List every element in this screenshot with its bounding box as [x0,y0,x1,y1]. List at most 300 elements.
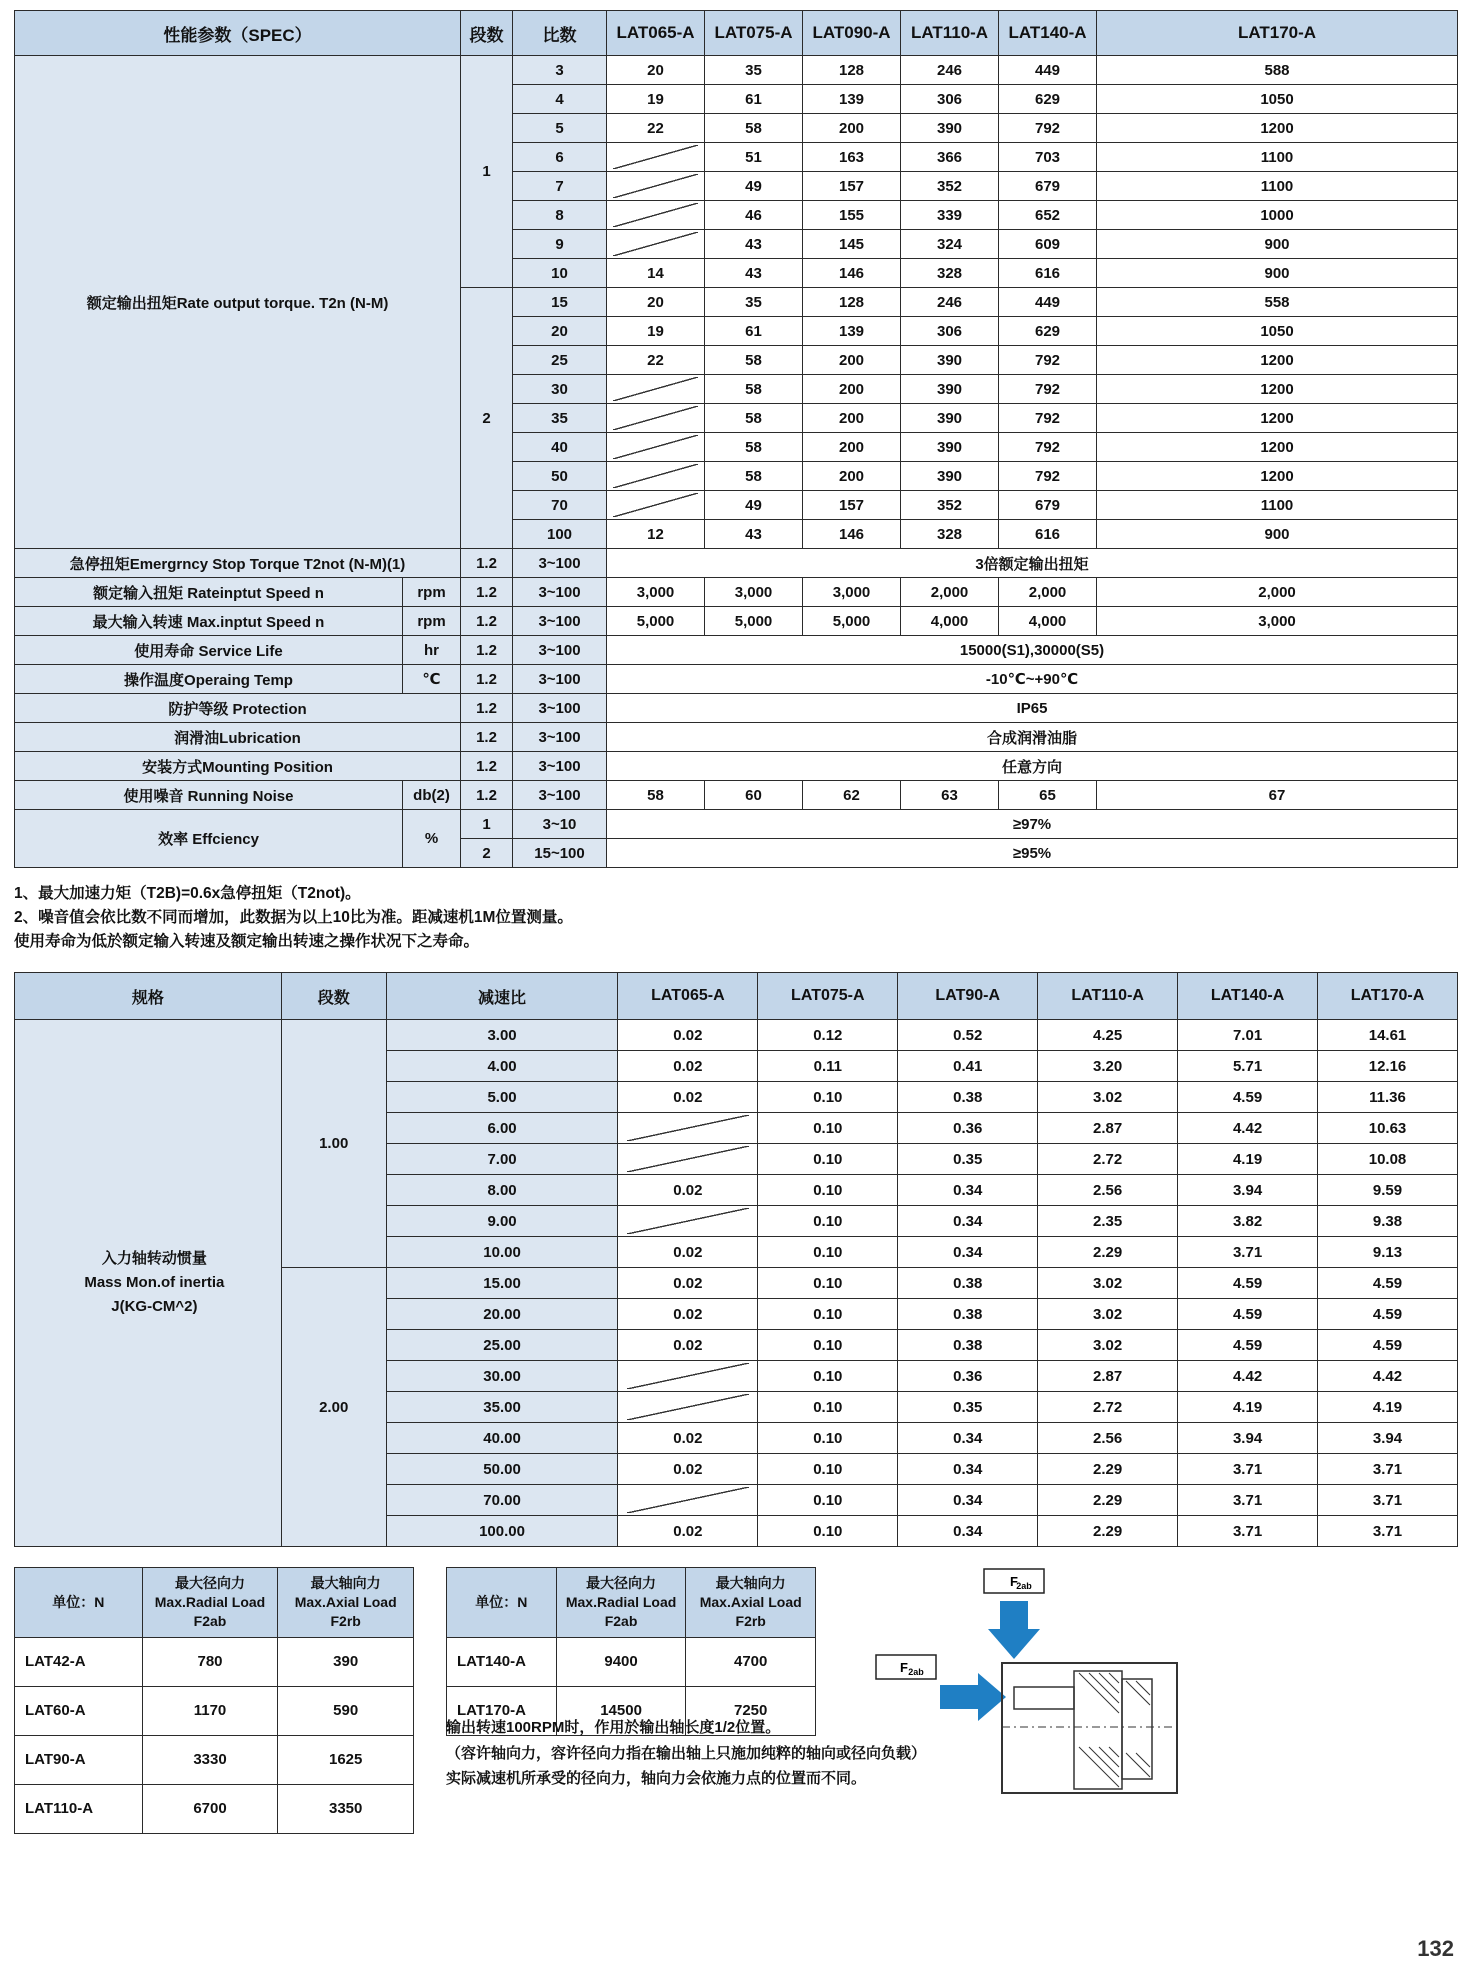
ratio-cell: 100 [513,520,607,549]
table-row [15,1784,414,1833]
ratio-cell: 9 [513,230,607,259]
value-cell: 63 [901,781,999,810]
param-span-value: IP65 [607,694,1458,723]
value-cell: 3.20 [1038,1051,1178,1082]
note-line-1: 1、最大加速力矩（T2B)=0.6x急停扭矩（T2not)。 [14,885,361,902]
value-cell: 246 [901,56,999,85]
value-cell: 0.10 [758,1516,898,1547]
value-cell: 3,000 [607,578,705,607]
table-row [15,578,1458,607]
axial-value: 1625 [278,1735,414,1784]
ratio-cell: 10 [513,259,607,288]
param-ratio: 3~100 [513,549,607,578]
value-cell: 157 [803,172,901,201]
value-cell: 1200 [1097,375,1458,404]
param-stage: 1.2 [461,665,513,694]
value-cell: 4.59 [1318,1330,1458,1361]
value-cell: 246 [901,288,999,317]
shaft-load-figure [874,1567,1204,1817]
ratio-cell: 15.00 [386,1268,618,1299]
inertia-header-spec: 规格 [15,973,282,1020]
value-cell: 1050 [1097,85,1458,114]
value-cell: 0.02 [618,1175,758,1206]
axial-value: 390 [278,1637,414,1686]
value-cell: 2.29 [1038,1516,1178,1547]
value-cell: 449 [999,56,1097,85]
param-ratio: 3~100 [513,723,607,752]
ratio-cell: 7 [513,172,607,201]
inertia-header-lat170: LAT170-A [1318,973,1458,1020]
spec-header-stage: 段数 [461,11,513,56]
foot-note-line-3: 实际减速机所承受的径向力，轴向力会依施力点的位置而不同。 [446,1770,867,1788]
page-number: 132 [1417,1936,1454,1961]
param-label: 防护等级 Protection [15,694,461,723]
value-cell: 3.71 [1178,1454,1318,1485]
ratio-cell: 4 [513,85,607,114]
empty-diagonal-cell [618,1485,758,1516]
param-label: 安装方式Mounting Position [15,752,461,781]
value-cell: 12.16 [1318,1051,1458,1082]
value-cell: 792 [999,462,1097,491]
value-cell: 0.10 [758,1206,898,1237]
efficiency-ratio: 15~100 [513,839,607,868]
model-name: LAT170-A [447,1686,557,1735]
value-cell: 0.10 [758,1175,898,1206]
ratio-cell: 50.00 [386,1454,618,1485]
value-cell: 58 [705,375,803,404]
value-cell: 0.35 [898,1392,1038,1423]
param-label: 最大输入转速 Max.inptut Speed n [15,607,403,636]
spec-header-lat140: LAT140-A [999,11,1097,56]
table-row [15,752,1458,781]
value-cell: 616 [999,520,1097,549]
value-cell: 1200 [1097,346,1458,375]
spec-header-lat110: LAT110-A [901,11,999,56]
value-cell: 0.02 [618,1051,758,1082]
value-cell: 4.59 [1178,1330,1318,1361]
ratio-cell: 6.00 [386,1113,618,1144]
empty-diagonal-cell [607,201,705,230]
ratio-cell: 6 [513,143,607,172]
value-cell: 1100 [1097,143,1458,172]
value-cell: 0.36 [898,1361,1038,1392]
spec-header-title: 性能参数（SPEC） [15,11,461,56]
param-span-value: 15000(S1),30000(S5) [607,636,1458,665]
value-cell: 0.10 [758,1268,898,1299]
value-cell: 390 [901,114,999,143]
value-cell: 792 [999,346,1097,375]
value-cell: 155 [803,201,901,230]
value-cell: 1000 [1097,201,1458,230]
load-right-axial-header [686,1568,816,1638]
inertia-header-row [15,973,1458,1020]
param-ratio: 3~100 [513,665,607,694]
value-cell: 0.34 [898,1237,1038,1268]
inertia-label-line-2: Mass Mon.of inertia [84,1274,225,1292]
value-cell: 3.02 [1038,1082,1178,1113]
value-cell: 390 [901,375,999,404]
value-cell: 390 [901,346,999,375]
model-name: LAT110-A [15,1784,143,1833]
param-ratio: 3~100 [513,781,607,810]
value-cell: 3.82 [1178,1206,1318,1237]
value-cell: 3.94 [1178,1423,1318,1454]
value-cell: 900 [1097,230,1458,259]
value-cell: 1200 [1097,114,1458,143]
value-cell: 3.02 [1038,1330,1178,1361]
param-label: 使用噪音 Running Noise [15,781,403,810]
value-cell: 0.10 [758,1330,898,1361]
param-unit: hr [403,636,461,665]
value-cell: 4.19 [1178,1392,1318,1423]
ratio-cell: 25.00 [386,1330,618,1361]
value-cell: 1200 [1097,404,1458,433]
value-cell: 139 [803,317,901,346]
value-cell: 449 [999,288,1097,317]
value-cell: 3.71 [1318,1516,1458,1547]
value-cell: 3.94 [1178,1175,1318,1206]
ratio-cell: 5 [513,114,607,143]
value-cell: 22 [607,346,705,375]
value-cell: 5,000 [705,607,803,636]
value-cell: 558 [1097,288,1458,317]
inertia-stage-1-cell: 1.00 [281,1020,386,1268]
efficiency-unit: % [403,810,461,868]
inertia-header-lat075: LAT075-A [758,973,898,1020]
value-cell: 0.02 [618,1020,758,1051]
value-cell: 0.10 [758,1454,898,1485]
efficiency-stage: 2 [461,839,513,868]
param-stage: 1.2 [461,578,513,607]
value-cell: 616 [999,259,1097,288]
load-left-header-row [15,1568,414,1638]
axial-header-en: Max.Axial Load F2rb [699,1593,802,1629]
value-cell: 3.71 [1178,1485,1318,1516]
value-cell: 0.02 [618,1330,758,1361]
value-cell: 10.63 [1318,1113,1458,1144]
value-cell: 4,000 [901,607,999,636]
load-table-left [14,1567,414,1834]
value-cell: 328 [901,259,999,288]
value-cell: 0.52 [898,1020,1038,1051]
value-cell: 3.02 [1038,1268,1178,1299]
table-row [15,1686,414,1735]
shaft-load-diagram [874,1567,1204,1817]
value-cell: 0.02 [618,1454,758,1485]
value-cell: 163 [803,143,901,172]
value-cell: 900 [1097,520,1458,549]
spec-header-row [15,11,1458,56]
value-cell: 0.02 [618,1299,758,1330]
param-span-value: 合成润滑油脂 [607,723,1458,752]
radial-value: 3330 [142,1735,278,1784]
model-name: LAT42-A [15,1637,143,1686]
ratio-cell: 3.00 [386,1020,618,1051]
param-label: 额定输入扭矩 Rateinptut Speed n [15,578,403,607]
param-unit: rpm [403,607,461,636]
value-cell: 3,000 [705,578,803,607]
value-cell: 0.34 [898,1485,1038,1516]
table-row [15,56,1458,85]
value-cell: 352 [901,172,999,201]
value-cell: 49 [705,491,803,520]
param-span-value: 3倍额定输出扭矩 [607,549,1458,578]
value-cell: 792 [999,114,1097,143]
value-cell: 1100 [1097,172,1458,201]
value-cell: 2.56 [1038,1175,1178,1206]
value-cell: 49 [705,172,803,201]
param-ratio: 3~100 [513,752,607,781]
table-row [15,781,1458,810]
ratio-cell: 25 [513,346,607,375]
value-cell: 4.25 [1038,1020,1178,1051]
param-stage: 1.2 [461,723,513,752]
value-cell: 128 [803,56,901,85]
value-cell: 390 [901,433,999,462]
value-cell: 145 [803,230,901,259]
value-cell: 14.61 [1318,1020,1458,1051]
ratio-cell: 10.00 [386,1237,618,1268]
load-table-right [446,1567,816,1736]
value-cell: 0.34 [898,1516,1038,1547]
model-name: LAT140-A [447,1637,557,1686]
value-cell: 14 [607,259,705,288]
param-stage: 1.2 [461,694,513,723]
stage-1-cell: 1 [461,56,513,288]
value-cell: 3.71 [1178,1237,1318,1268]
axial-header-en: Max.Axial Load F2rb [294,1593,397,1629]
table-row [15,607,1458,636]
inertia-header-stage: 段数 [281,973,386,1020]
value-cell: 0.10 [758,1299,898,1330]
empty-diagonal-cell [618,1206,758,1237]
value-cell: 0.02 [618,1268,758,1299]
value-cell: 0.41 [898,1051,1038,1082]
value-cell: 792 [999,375,1097,404]
efficiency-stage: 1 [461,810,513,839]
value-cell: 652 [999,201,1097,230]
stage-2-cell: 2 [461,288,513,549]
value-cell: 792 [999,433,1097,462]
ratio-cell: 100.00 [386,1516,618,1547]
value-cell: 2.72 [1038,1144,1178,1175]
svg-text:2ab: 2ab [1016,1581,1032,1592]
axial-value: 4700 [686,1637,816,1686]
ratio-cell: 5.00 [386,1082,618,1113]
table-row [15,1637,414,1686]
value-cell: 679 [999,172,1097,201]
empty-diagonal-cell [618,1113,758,1144]
empty-diagonal-cell [607,143,705,172]
value-cell: 0.34 [898,1206,1038,1237]
empty-diagonal-cell [607,462,705,491]
value-cell: 35 [705,56,803,85]
value-cell: 0.38 [898,1082,1038,1113]
table-row [15,1020,1458,1051]
empty-diagonal-cell [618,1361,758,1392]
axial-header-cn: 最大轴向力 [715,1575,786,1592]
value-cell: 4.19 [1318,1392,1458,1423]
load-right-radial-header [556,1568,686,1638]
value-cell: 3,000 [803,578,901,607]
value-cell: 5,000 [803,607,901,636]
value-cell: 0.02 [618,1423,758,1454]
value-cell: 2.29 [1038,1485,1178,1516]
value-cell: 2.72 [1038,1392,1178,1423]
value-cell: 58 [705,404,803,433]
ratio-cell: 35.00 [386,1392,618,1423]
value-cell: 200 [803,404,901,433]
svg-text:2ab: 2ab [908,1667,924,1678]
param-label: 润滑油Lubrication [15,723,461,752]
ratio-cell: 15 [513,288,607,317]
param-label: 操作温度Operaing Temp [15,665,403,694]
spec-notes [14,882,1458,954]
value-cell: 157 [803,491,901,520]
inertia-label-line-3: J(KG-CM^2) [111,1298,198,1316]
value-cell: 0.35 [898,1144,1038,1175]
foot-note-line-2: （容许轴向力，容许径向力指在输出轴上只施加纯粹的轴向或径向负载） [446,1744,927,1762]
note-line-3: 使用寿命为低於额定输入转速及额定输出转速之操作状况下之寿命。 [14,933,480,951]
value-cell: 0.34 [898,1423,1038,1454]
value-cell: 35 [705,288,803,317]
value-cell: 43 [705,230,803,259]
inertia-header-ratio: 减速比 [386,973,618,1020]
empty-diagonal-cell [607,404,705,433]
value-cell: 20 [607,56,705,85]
value-cell: 58 [705,114,803,143]
value-cell: 0.02 [618,1082,758,1113]
value-cell: 3.71 [1318,1454,1458,1485]
value-cell: 5,000 [607,607,705,636]
value-cell: 4.19 [1178,1144,1318,1175]
load-right-header-row [447,1568,816,1638]
value-cell: 0.12 [758,1020,898,1051]
value-cell: 2.35 [1038,1206,1178,1237]
value-cell: 2.56 [1038,1423,1178,1454]
load-left-unit-header: 单位：N [15,1568,143,1638]
spec-header-lat065: LAT065-A [607,11,705,56]
table-row [15,810,1458,839]
value-cell: 2,000 [1097,578,1458,607]
value-cell: 0.02 [618,1237,758,1268]
ratio-cell: 70 [513,491,607,520]
value-cell: 352 [901,491,999,520]
value-cell: 629 [999,317,1097,346]
value-cell: 3.71 [1318,1485,1458,1516]
note-line-2: 2、噪音值会依比数不同而增加，此数据为以上10比为准。距减速机1M位置测量。 [14,909,573,927]
value-cell: 2,000 [901,578,999,607]
inertia-header-lat110: LAT110-A [1038,973,1178,1020]
value-cell: 679 [999,491,1097,520]
ratio-cell: 4.00 [386,1051,618,1082]
value-cell: 306 [901,85,999,114]
axial-value: 3350 [278,1784,414,1833]
param-stage: 1.2 [461,781,513,810]
axial-header-cn: 最大轴向力 [310,1575,381,1592]
value-cell: 4.59 [1178,1268,1318,1299]
ratio-cell: 3 [513,56,607,85]
value-cell: 4.42 [1178,1361,1318,1392]
inertia-row-label [15,1020,282,1547]
value-cell: 0.10 [758,1485,898,1516]
ratio-cell: 40 [513,433,607,462]
inertia-header-lat140: LAT140-A [1178,973,1318,1020]
value-cell: 4,000 [999,607,1097,636]
efficiency-ratio: 3~10 [513,810,607,839]
value-cell: 2.87 [1038,1361,1178,1392]
param-ratio: 3~100 [513,636,607,665]
load-left-axial-header [278,1568,414,1638]
value-cell: 4.59 [1318,1268,1458,1299]
efficiency-label: 效率 Effciency [15,810,403,868]
value-cell: 4.42 [1178,1113,1318,1144]
value-cell: 58 [705,346,803,375]
inertia-label-line-1: 入力轴转动惯量 [101,1250,207,1268]
value-cell: 58 [705,462,803,491]
value-cell: 60 [705,781,803,810]
value-cell: 61 [705,317,803,346]
param-span-value: -10℃~+90℃ [607,665,1458,694]
value-cell: 11.36 [1318,1082,1458,1113]
ratio-cell: 70.00 [386,1485,618,1516]
value-cell: 58 [705,433,803,462]
param-ratio: 3~100 [513,607,607,636]
value-cell: 62 [803,781,901,810]
value-cell: 0.02 [618,1516,758,1547]
radial-header-en: Max.Radial Load F2ab [154,1593,266,1629]
value-cell: 0.10 [758,1113,898,1144]
ratio-cell: 50 [513,462,607,491]
value-cell: 128 [803,288,901,317]
foot-note-line-1: 输出转速100RPM时，作用於输出轴长度1/2位置。 [446,1719,781,1737]
value-cell: 3.71 [1178,1516,1318,1547]
value-cell: 9.13 [1318,1237,1458,1268]
empty-diagonal-cell [607,230,705,259]
value-cell: 146 [803,259,901,288]
param-stage: 1.2 [461,607,513,636]
table-row [15,1735,414,1784]
value-cell: 67 [1097,781,1458,810]
radial-header-cn: 最大径向力 [175,1575,245,1592]
value-cell: 2.87 [1038,1113,1178,1144]
svg-text:F: F [1010,1574,1018,1590]
value-cell: 3,000 [1097,607,1458,636]
value-cell: 390 [901,404,999,433]
radial-value: 14500 [556,1686,686,1735]
radial-value: 9400 [556,1637,686,1686]
radial-header-cn: 最大径向力 [586,1575,657,1592]
inertia-table [14,972,1458,1547]
ratio-cell: 9.00 [386,1206,618,1237]
value-cell: 4.59 [1178,1299,1318,1330]
value-cell: 609 [999,230,1097,259]
empty-diagonal-cell [607,433,705,462]
value-cell: 43 [705,520,803,549]
value-cell: 46 [705,201,803,230]
param-ratio: 3~100 [513,578,607,607]
value-cell: 1050 [1097,317,1458,346]
value-cell: 0.36 [898,1113,1038,1144]
value-cell: 366 [901,143,999,172]
value-cell: 65 [999,781,1097,810]
table-row [447,1637,816,1686]
value-cell: 19 [607,85,705,114]
value-cell: 200 [803,346,901,375]
param-stage: 1.2 [461,636,513,665]
value-cell: 7.01 [1178,1020,1318,1051]
table-row [15,636,1458,665]
